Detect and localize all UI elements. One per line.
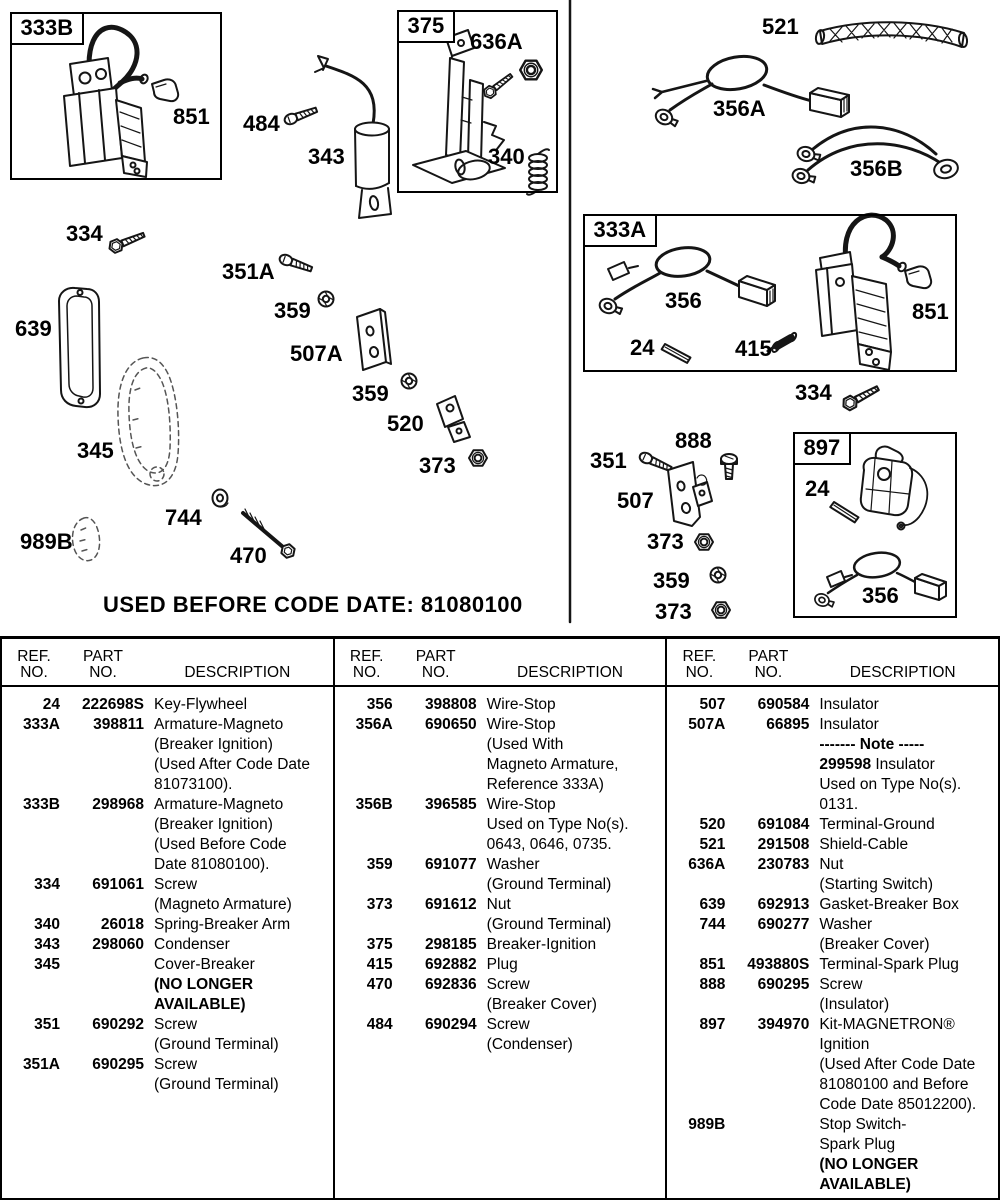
description-line: Insulator: [819, 696, 879, 713]
part-row-520: [673, 815, 994, 835]
ref-no: 333A: [22, 716, 60, 733]
screw-334-right-illustration: [841, 383, 881, 412]
part-row-334: [8, 875, 329, 915]
callout-24-9: 24: [630, 335, 655, 360]
header-description: [479, 647, 662, 681]
description: [477, 895, 662, 935]
header-ref-line2: NO.: [20, 664, 48, 681]
description: [809, 835, 994, 855]
description-line: Terminal-Ground: [819, 816, 935, 833]
description-line: Date 81080100).: [154, 856, 270, 873]
callout-356b-7: 356B: [850, 156, 903, 181]
part-row-333b: [8, 795, 329, 875]
description: [144, 715, 329, 795]
part-row-356a: [341, 715, 662, 795]
part-row-340: [8, 915, 329, 935]
description-line: 0643, 0646, 0735.: [486, 836, 612, 853]
callout-484-1: 484: [243, 111, 280, 136]
description-line: (Breaker Ignition): [154, 736, 273, 753]
description-line: Cover-Breaker: [154, 956, 255, 973]
ref-no: 507: [699, 696, 726, 713]
callout-636a-3: 636A: [470, 29, 523, 54]
callout-507a-17: 507A: [290, 341, 343, 366]
ref-no: 520: [699, 816, 726, 833]
header-description-label: DESCRIPTION: [517, 664, 623, 681]
description: [144, 935, 329, 955]
description: [809, 915, 994, 955]
description: [809, 815, 994, 835]
description-line: Breaker-Ignition: [486, 936, 597, 953]
callout-373-30: 373: [655, 599, 692, 624]
ref-no: 373: [366, 896, 393, 913]
description-line: (Starting Switch): [819, 876, 934, 893]
group-box-label-333b: 333B: [10, 12, 85, 45]
description: [477, 955, 662, 975]
screw-888-illustration: [721, 454, 737, 479]
lockwasher-359-illustration-1: [319, 292, 334, 307]
description: [809, 955, 994, 975]
part-row-989b: [673, 1115, 994, 1195]
parts-rows-3: [667, 687, 998, 1195]
description-line: Washer: [819, 916, 873, 933]
part-row-356b: [341, 795, 662, 855]
ref-no: 343: [34, 936, 60, 953]
part-no: 396585: [424, 796, 477, 813]
header-ref-no: [8, 647, 60, 681]
part-no: 222698S: [81, 696, 144, 713]
callout-356a-6: 356A: [713, 96, 766, 121]
description: [144, 795, 329, 875]
code-date-note: USED BEFORE CODE DATE: 81080100: [103, 592, 523, 617]
part-no: 398808: [424, 696, 477, 713]
part-no: 398811: [93, 716, 144, 733]
description-line: Stop Switch-: [819, 1116, 907, 1133]
callout-24-31: 24: [805, 476, 830, 501]
description-line: Condenser: [154, 936, 230, 953]
ref-no: 340: [34, 916, 60, 933]
ref-no: 334: [34, 876, 60, 893]
description-line: (Breaker Cover): [486, 996, 597, 1013]
description-line: 81073100).: [154, 776, 233, 793]
description-line: Armature-Magneto: [154, 796, 284, 813]
part-row-484: [341, 1015, 662, 1055]
part-no: 690295: [92, 1056, 144, 1073]
part-no: 493880S: [747, 956, 810, 973]
ref-no: 636A: [688, 856, 726, 873]
header-ref-line1: REF.: [17, 648, 51, 665]
description: [144, 1055, 329, 1095]
table-header-3: [667, 639, 998, 687]
part-row-351a: [8, 1055, 329, 1095]
part-no: 690584: [757, 696, 810, 713]
header-ref-line1: REF.: [682, 648, 717, 665]
description-line: Kit-MAGNETRON®: [819, 1016, 955, 1033]
description-line: (Condenser): [486, 1036, 573, 1053]
callout-359-29: 359: [653, 568, 690, 593]
ref-no: 333B: [22, 796, 60, 813]
part-row-470: [341, 975, 662, 1015]
callout-334-12: 334: [795, 380, 832, 405]
ref-no: 345: [34, 956, 60, 973]
callout-359-16: 359: [274, 298, 311, 323]
header-part-no: [60, 647, 146, 681]
description-line: 299598 Insulator: [819, 756, 935, 773]
ref-no: 484: [366, 1016, 393, 1033]
description-line: Magneto Armature,: [486, 756, 619, 773]
lockwasher-359-illustration-3: [711, 568, 726, 583]
header-description-label: DESCRIPTION: [184, 664, 291, 681]
description-line: Spark Plug: [819, 1136, 896, 1153]
part-row-345: [8, 955, 329, 1015]
group-box-label-333a: 333A: [583, 214, 658, 247]
description-line: Shield-Cable: [819, 836, 909, 853]
callout-851-11: 851: [912, 299, 949, 324]
ref-no: 521: [699, 836, 726, 853]
callout-507-27: 507: [617, 488, 654, 513]
header-part-line2: NO.: [754, 664, 783, 681]
callout-851-0: 851: [173, 104, 210, 129]
callout-989b-24: 989B: [20, 529, 73, 554]
description-line: Nut: [486, 896, 511, 913]
part-row-851: [673, 955, 994, 975]
callout-521-5: 521: [762, 14, 799, 39]
description-line: Used on Type No(s).: [819, 776, 962, 793]
description-line: Key-Flywheel: [154, 696, 248, 713]
parts-table: [0, 636, 1000, 1200]
callout-373-28: 373: [647, 529, 684, 554]
stop-switch-989b-illustration: [72, 518, 99, 561]
screw-351a-illustration: [278, 253, 313, 274]
insulator-507-illustration: [668, 462, 712, 526]
table-header-1: [2, 639, 333, 687]
part-no: 298968: [92, 796, 144, 813]
part-row-333a: [8, 715, 329, 795]
part-row-888: [673, 975, 994, 1015]
callout-334-13: 334: [66, 221, 103, 246]
header-ref-line2: NO.: [352, 664, 381, 681]
gasket-639-illustration: [59, 288, 100, 407]
nut-373-illustration-3: [712, 602, 730, 618]
description-line: (Ground Terminal): [486, 916, 612, 933]
description-line: Gasket-Breaker Box: [819, 896, 959, 913]
ref-no: 359: [366, 856, 393, 873]
screw-334-left-illustration: [107, 229, 146, 254]
description-line: Washer: [486, 856, 540, 873]
description-line: Code Date 85012200).: [819, 1096, 977, 1113]
part-no: 690277: [757, 916, 810, 933]
cover-breaker-345-illustration: [118, 358, 179, 486]
description-line: (Magneto Armature): [154, 896, 292, 913]
group-box-label-897: 897: [793, 432, 852, 465]
description-line: Insulator: [819, 716, 879, 733]
ref-no: 897: [699, 1016, 726, 1033]
callout-888-25: 888: [675, 428, 712, 453]
part-no: 298060: [92, 936, 144, 953]
header-part-no: [725, 647, 811, 681]
description: [809, 855, 994, 895]
parts-column-3: [665, 639, 998, 1198]
description-line: (Insulator): [819, 996, 890, 1013]
washer-744-illustration: [213, 490, 229, 508]
description-line: Wire-Stop: [486, 716, 556, 733]
part-no: [60, 955, 144, 1015]
part-row-373: [341, 895, 662, 935]
part-row-24: [8, 695, 329, 715]
part-no: 692836: [424, 976, 477, 993]
ref-no: 356: [366, 696, 393, 713]
ref-no: 470: [366, 976, 393, 993]
description-line: Armature-Magneto: [154, 716, 284, 733]
description: [477, 715, 662, 795]
part-row-521: [673, 835, 994, 855]
header-part-no: [393, 647, 479, 681]
ref-no: 507A: [688, 716, 726, 733]
description: [809, 1115, 994, 1195]
description-line: Screw: [486, 976, 530, 993]
callout-373-20: 373: [419, 453, 456, 478]
part-row-897: [673, 1015, 994, 1115]
part-row-359: [341, 855, 662, 895]
description: [809, 975, 994, 1015]
callout-744-22: 744: [165, 505, 202, 530]
description-line: (Used After Code Date: [154, 756, 310, 773]
description: [144, 695, 329, 715]
part-no: 692882: [424, 956, 477, 973]
group-box-label-375: 375: [397, 10, 456, 43]
part-no: 691077: [424, 856, 477, 873]
table-header-2: [335, 639, 666, 687]
description-line: Screw: [154, 1016, 198, 1033]
description-line: (Used After Code Date: [819, 1056, 976, 1073]
description: [477, 935, 662, 955]
description-line: Spring-Breaker Arm: [154, 916, 291, 933]
description-line: Screw: [819, 976, 863, 993]
description-line: Terminal-Spark Plug: [819, 956, 959, 973]
description: [809, 715, 994, 815]
ref-no: 888: [699, 976, 726, 993]
description-line: (NO LONGER: [154, 976, 254, 993]
header-part-line2: NO.: [89, 664, 117, 681]
header-part-line1: PART: [415, 648, 456, 665]
description-line: (NO LONGER: [819, 1156, 919, 1173]
description: [477, 695, 662, 715]
description-line: (Breaker Cover): [819, 936, 930, 953]
description: [809, 1015, 994, 1115]
parts-rows-1: [2, 687, 333, 1095]
description-line: (Used Before Code: [154, 836, 287, 853]
description-line: AVAILABLE): [819, 1176, 911, 1193]
description-line: Wire-Stop: [486, 696, 556, 713]
parts-column-2: [333, 639, 666, 1198]
part-row-744: [673, 915, 994, 955]
description-line: AVAILABLE): [154, 996, 246, 1013]
nut-373-illustration-2: [695, 534, 713, 550]
description: [477, 855, 662, 895]
header-ref-no: [673, 647, 725, 681]
description-line: Plug: [486, 956, 518, 973]
insulator-507a-illustration: [357, 309, 391, 370]
header-ref-no: [341, 647, 393, 681]
ref-no: 989B: [688, 1116, 726, 1133]
part-row-351: [8, 1015, 329, 1055]
nut-373-illustration-1: [469, 450, 487, 466]
description-line: (Breaker Ignition): [154, 816, 273, 833]
ref-no: 356B: [355, 796, 393, 813]
parts-column-1: [2, 639, 333, 1198]
callout-470-23: 470: [230, 543, 267, 568]
part-row-415: [341, 955, 662, 975]
description-line: Screw: [154, 1056, 198, 1073]
description: [477, 975, 662, 1015]
part-no: 394970: [757, 1016, 810, 1033]
ref-no: 351A: [22, 1056, 60, 1073]
condenser-343-illustration: [315, 56, 391, 218]
ref-no: 351: [34, 1016, 60, 1033]
description: [144, 915, 329, 935]
parts-rows-2: [335, 687, 666, 1055]
description-line: (Ground Terminal): [154, 1036, 279, 1053]
description-line: 0131.: [819, 796, 859, 813]
header-part-line1: PART: [83, 648, 123, 665]
description-line: Screw: [486, 1016, 530, 1033]
header-description: [811, 647, 994, 681]
header-ref-line1: REF.: [349, 648, 384, 665]
description-line: Screw: [154, 876, 198, 893]
part-row-507: [673, 695, 994, 715]
callout-356-32: 356: [862, 583, 899, 608]
part-no: 66895: [766, 716, 810, 733]
part-no: 298185: [424, 936, 477, 953]
part-no: 691061: [92, 876, 144, 893]
callout-345-21: 345: [77, 438, 114, 463]
description-line: (Used With: [486, 736, 564, 753]
callout-340-4: 340: [488, 144, 525, 169]
description-line: Nut: [819, 856, 844, 873]
part-no: 691612: [424, 896, 477, 913]
part-row-343: [8, 935, 329, 955]
shield-cable-521-illustration: [815, 22, 968, 47]
ref-no: 375: [366, 936, 393, 953]
ref-no: 24: [42, 696, 60, 713]
description: [477, 1015, 662, 1055]
part-no: 291508: [757, 836, 810, 853]
description: [477, 795, 662, 855]
description-line: 81080100 and Before: [819, 1076, 969, 1093]
header-part-line1: PART: [748, 648, 789, 665]
callout-520-19: 520: [387, 411, 424, 436]
part-no: 692913: [757, 896, 810, 913]
description-line: (Ground Terminal): [154, 1076, 279, 1093]
terminal-ground-520-illustration: [437, 396, 470, 442]
callout-351-26: 351: [590, 448, 627, 473]
callout-356-8: 356: [665, 288, 702, 313]
ref-no: 851: [699, 956, 726, 973]
screw-484-illustration: [283, 105, 318, 126]
description: [144, 955, 329, 1015]
part-row-639: [673, 895, 994, 915]
ref-no: 415: [366, 956, 393, 973]
ref-no: 639: [699, 896, 726, 913]
part-no: 690295: [757, 976, 810, 993]
callout-415-10: 415: [735, 336, 772, 361]
ref-no: 356A: [355, 716, 393, 733]
callout-343-2: 343: [308, 144, 345, 169]
callout-639-14: 639: [15, 316, 52, 341]
description: [809, 695, 994, 715]
part-row-636a: [673, 855, 994, 895]
part-no: 230783: [757, 856, 810, 873]
description: [144, 875, 329, 915]
part-no: 691084: [757, 816, 810, 833]
description: [144, 1015, 329, 1055]
part-row-356: [341, 695, 662, 715]
lockwasher-359-illustration-2: [402, 374, 417, 389]
description-line: Used on Type No(s).: [486, 816, 629, 833]
group-box-333b: [10, 12, 222, 180]
description-line: (Ground Terminal): [486, 876, 612, 893]
part-no: 690650: [424, 716, 477, 733]
ref-no: 744: [699, 916, 726, 933]
description-line: Ignition: [819, 1036, 870, 1053]
part-no: 690294: [424, 1016, 477, 1033]
description-line: ------- Note -----: [819, 736, 925, 753]
description-line: Wire-Stop: [486, 796, 556, 813]
callout-351a-15: 351A: [222, 259, 275, 284]
header-part-line2: NO.: [421, 664, 450, 681]
callout-359-18: 359: [352, 381, 389, 406]
part-row-507a: [673, 715, 994, 815]
part-no: [725, 1115, 809, 1195]
header-description: [146, 647, 329, 681]
description-line: Reference 333A): [486, 776, 604, 793]
header-ref-line2: NO.: [685, 664, 714, 681]
part-no: 690292: [92, 1016, 144, 1033]
header-description-label: DESCRIPTION: [849, 664, 956, 681]
part-no: 26018: [100, 916, 144, 933]
part-row-375: [341, 935, 662, 955]
description: [809, 895, 994, 915]
